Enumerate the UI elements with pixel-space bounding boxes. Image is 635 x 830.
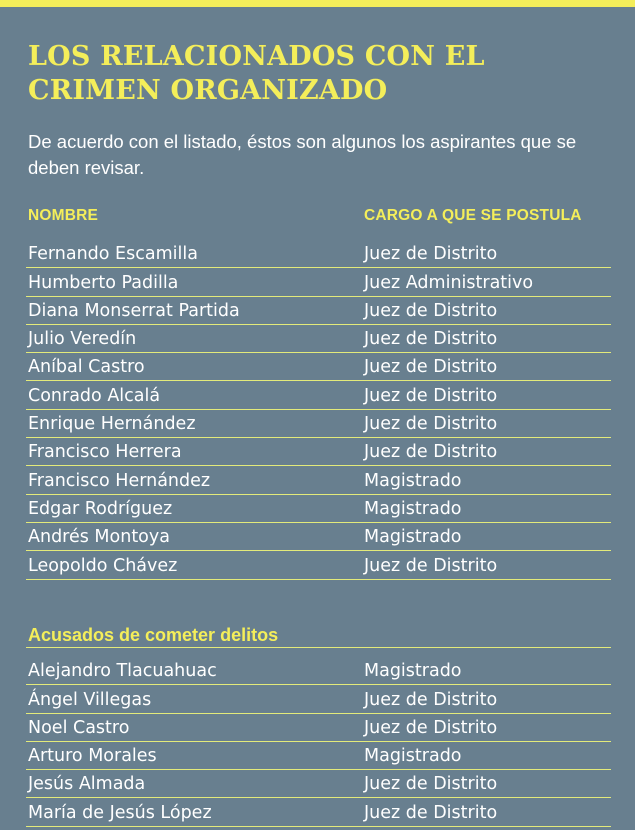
table-row [26,770,611,798]
candidate-cargo: Juez de Distrito [364,329,498,350]
candidate-name: Francisco Hernández [28,470,211,491]
candidate-name: Noel Castro [28,717,130,738]
candidate-cargo: Juez de Distrito [364,442,498,463]
table-row [26,657,611,685]
column-header-cargo: CARGO A QUE SE POSTULA [364,207,582,224]
table-row [26,438,611,466]
title-line-1: LOS RELACIONADOS CON EL [28,41,485,72]
table-row [26,268,611,296]
candidate-cargo: Magistrado [364,527,462,548]
table-row [26,240,611,268]
table-row [26,523,611,551]
candidate-cargo: Juez de Distrito [364,385,498,406]
candidate-name: Andrés Montoya [28,527,170,548]
candidate-name: Fernando Escamilla [28,244,198,265]
candidate-name: Alejandro Tlacuahuac [28,661,217,682]
candidate-cargo: Juez de Distrito [364,300,498,321]
column-header-name: NOMBRE [28,207,99,224]
accused-table [26,657,611,827]
table-row [26,325,611,353]
candidate-cargo: Juez de Distrito [364,414,498,435]
accused-section-heading: Acusados de cometer delitos [26,624,611,648]
candidate-cargo: Juez de Distrito [364,689,498,710]
table-row [26,495,611,523]
candidate-name: Aníbal Castro [28,357,145,378]
candidate-cargo: Juez de Distrito [364,357,498,378]
candidate-cargo: Juez de Distrito [364,244,498,265]
candidate-name: Humberto Padilla [28,272,179,293]
candidate-name: Edgar Rodríguez [28,498,173,519]
table-row [26,353,611,381]
candidate-cargo: Magistrado [364,661,462,682]
page-title [28,40,618,108]
candidate-name: Leopoldo Chávez [28,555,178,576]
candidate-name: Enrique Hernández [28,414,196,435]
table-row [26,551,611,579]
candidate-name: Jesús Almada [28,774,146,795]
candidate-name: Julio Veredín [28,329,137,350]
candidate-name: Diana Monserrat Partida [28,300,240,321]
candidate-name: Conrado Alcalá [28,385,161,406]
table-row [26,685,611,713]
table-row [26,410,611,438]
table-row [26,297,611,325]
candidate-cargo: Juez Administrativo [364,272,534,293]
candidate-name: Arturo Morales [28,746,157,767]
candidate-cargo: Juez de Distrito [364,555,498,576]
candidate-cargo: Juez de Distrito [364,802,498,823]
table-row [26,381,611,409]
candidate-name: María de Jesús López [28,802,212,823]
candidate-cargo: Magistrado [364,746,462,767]
candidate-cargo: Magistrado [364,470,462,491]
candidate-cargo: Magistrado [364,498,462,519]
table-row [26,742,611,770]
top-accent-bar [0,0,635,7]
title-line-2: CRIMEN ORGANIZADO [28,75,388,106]
candidate-cargo: Juez de Distrito [364,717,498,738]
table-row [26,714,611,742]
table-row [26,466,611,494]
intro-text: De acuerdo con el listado, éstos son algunos los aspirantes que se deben revisar. [28,131,577,178]
candidate-name: Ángel Villegas [28,689,152,710]
candidate-name: Francisco Herrera [28,442,182,463]
candidates-table [26,240,611,580]
table-row [26,798,611,826]
candidate-cargo: Juez de Distrito [364,774,498,795]
